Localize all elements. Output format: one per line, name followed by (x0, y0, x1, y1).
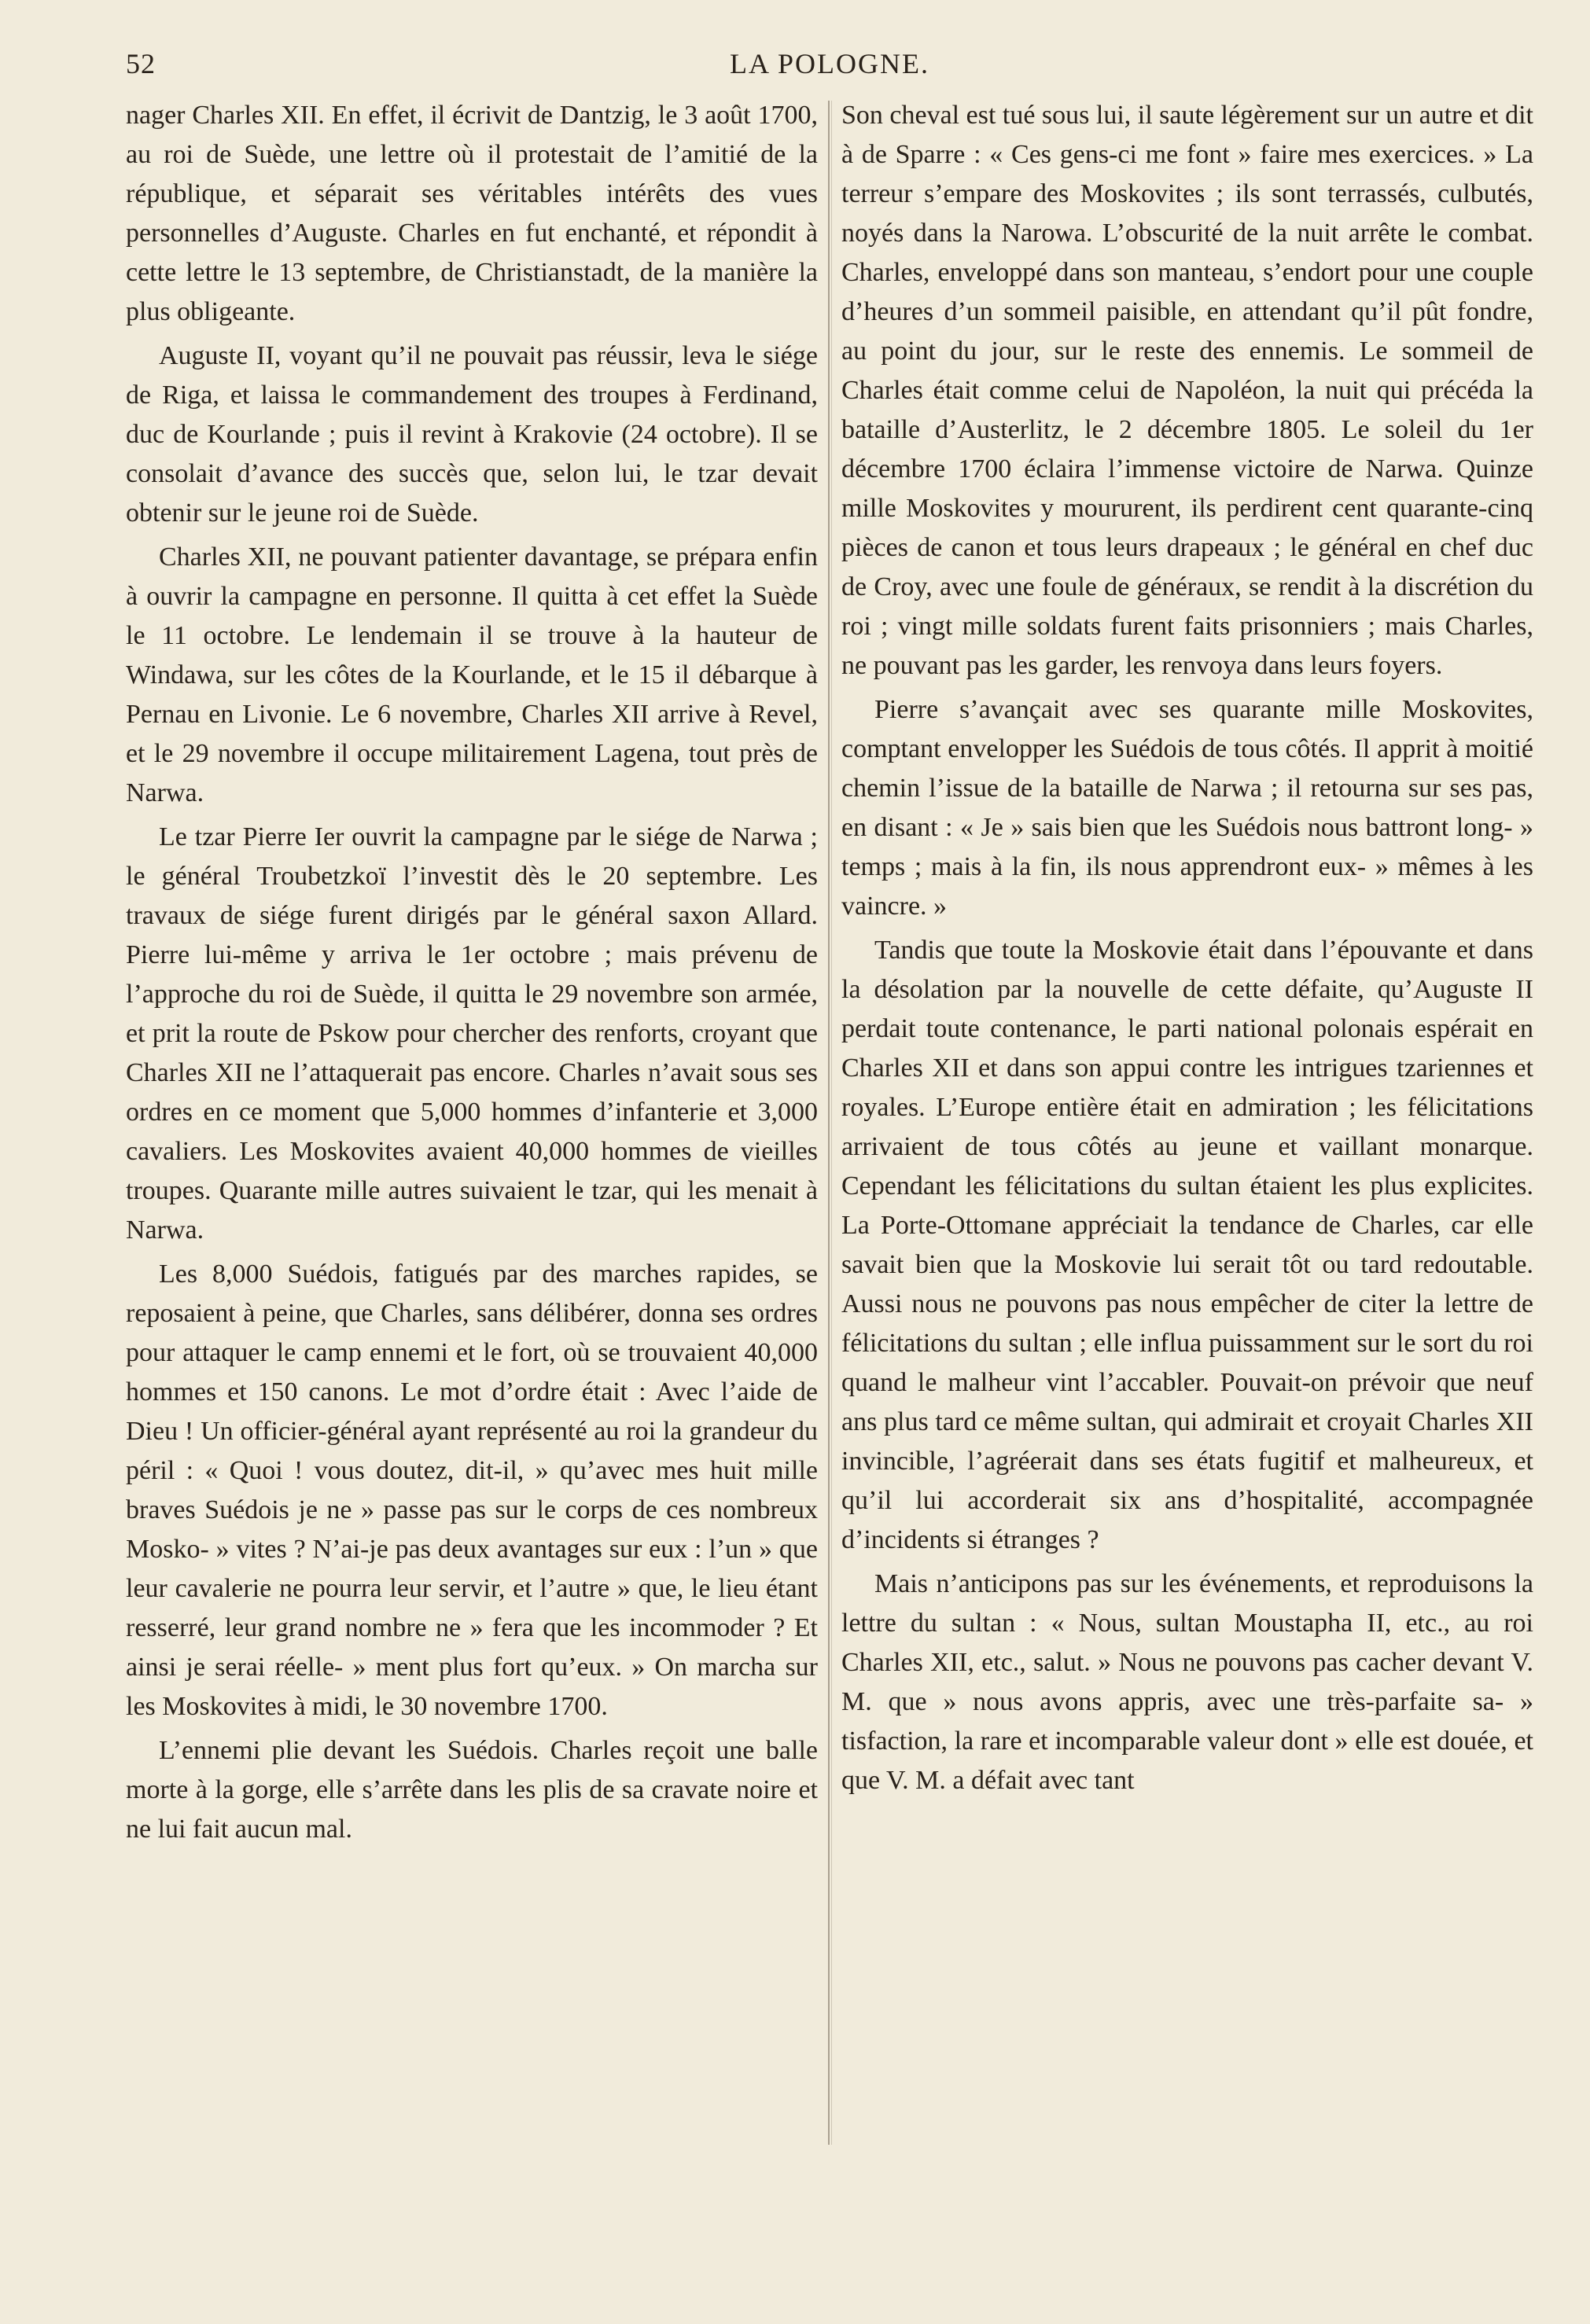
paragraph: L’ennemi plie devant les Suédois. Charles reçoit une balle morte à la gorge, elle s’arrête dans les plis de sa cravate noire et ne lui fait aucun mal. (126, 1736, 818, 1844)
paragraph: Les 8,000 Suédois, fatigués par des marches rapides, se reposaient à peine, que Charles, sans délibérer, donna ses ordres pour attaquer le camp ennemi et le fort, où se trouvaient 40,000 hommes et 150 canons. Le mot d’ordre était : Avec l’aide de Dieu ! Un officier-général ayant représenté au roi la grandeur du péril : « Quoi ! vous doutez, dit-il, » qu’avec mes huit mille braves Suédois je ne » passe pas sur le corps de ces nombreux Mosko- » vites ? N’ai-je pas deux avantages sur eux : l’un » que leur cavalerie ne pourra leur servir, et l’autre » que, le lieu étant resserré, leur grand nombre ne » fera que les incommoder ? Et ainsi je serai réelle- » ment plus fort qu’eux. » On marcha sur les Moskovites à midi, le 30 novembre 1700. (126, 1259, 818, 1721)
running-title: LA POLOGNE. (730, 48, 929, 79)
paragraph: Mais n’anticipons pas sur les événements, et reproduisons la lettre du sultan : « Nous, sultan Moustapha II, etc., au roi Charles XII, etc., salut. » Nous ne pouvons pas cacher devant V. M. que » nous avons appris, avec une très-parfaite sa- » tisfaction, la rare et incomparable valeur dont » elle est douée, et que V. M. a défait avec tant (841, 1569, 1533, 1795)
paragraph: Pierre s’avançait avec ses quarante mille Moskovites, comptant envelopper les Suédois de tous côtés. Il apprit à moitié chemin l’issue de la bataille de Narwa ; il retourna sur ses pas, en disant : « Je » sais bien que les Suédois nous battront long- » temps ; mais à la fin, ils nous apprendront eux- » mêmes à les vaincre. » (841, 695, 1533, 921)
paragraph: Auguste II, voyant qu’il ne pouvait pas réussir, leva le siége de Riga, et laissa le commandement des troupes à Ferdinand, duc de Kourlande ; puis il revint à Krakovie (24 octobre). Il se consolait d’avance des succès que, selon lui, le tzar devait obtenir sur le jeune roi de Suède. (126, 341, 818, 528)
paragraph: nager Charles XII. En effet, il écrivit de Dantzig, le 3 août 1700, au roi de Suède, une lettre où il protestait de l’amitié de la république, et séparait ses véritables intérêts des vues personnelles d’Auguste. Charles en fut enchanté, et répondit à cette lettre le 13 septembre, de Christianstadt, de la manière la plus obligeante. (126, 101, 818, 326)
paragraph: Charles XII, ne pouvant patienter davantage, se prépara enfin à ouvrir la campagne en personne. Il quitta à cet effet la Suède le 11 octobre. Le lendemain il se trouve à la hauteur de Windawa, sur les côtes de la Kourlande, et le 15 il débarque à Pernau en Livonie. Le 6 novembre, Charles XII arrive à Revel, et le 29 novembre il occupe militairement Lagena, tout près de Narwa. (126, 542, 818, 807)
paragraph: Son cheval est tué sous lui, il saute légèrement sur un autre et dit à de Sparre : « Ces gens-ci me font » faire mes exercices. » La terreur s’empare des Moskovites ; ils sont terrassés, culbutés, noyés dans la Narowa. L’obscurité de la nuit arrête le combat. Charles, enveloppé dans son manteau, s’endort pour une couple d’heures d’un sommeil paisible, en attendant qu’il pût fondre, au point du jour, sur le reste des ennemis. Le sommeil de Charles était comme celui de Napoléon, la nuit qui précéda la bataille d’Austerlitz, le 2 décembre 1805. Le soleil du 1er décembre 1700 éclaira l’immense victoire de Narwa. Quinze mille Moskovites y moururent, ils perdirent cent quarante-cinq pièces de canon et tous leurs drapeaux ; le général en chef duc de Croy, avec une foule de généraux, se rendit à la discrétion du roi ; vingt mille soldats furent faits prisonniers ; mais Charles, ne pouvant pas les garder, les renvoya dans leurs foyers. (841, 101, 1533, 680)
paragraph: Tandis que toute la Moskovie était dans l’épouvante et dans la désolation par la nouvelle de cette défaite, qu’Auguste II perdait toute contenance, le parti national polonais espérait en Charles XII et dans son appui contre les intrigues tzariennes et royales. L’Europe entière était en admiration ; les félicitations arrivaient de tous côtés au jeune et vaillant monarque. Cependant les félicitations du sultan étaient les plus explicites. La Porte-Ottomane appréciait la tendance de Charles, car elle savait bien que la Moskovie lui serait tôt ou tard redoutable. Aussi nous ne pouvons pas nous empêcher de citer la lettre de félicitations du sultan ; elle influa puissamment sur le sort du roi quand le malheur vint l’accabler. Pouvait-on prévoir que neuf ans plus tard ce même sultan, qui admirait et croyait Charles XII invincible, l’agréerait dans ses états fugitif et malheureux, et qu’il lui accorderait six ans d’hospitalité, accompagnée d’incidents si étranges ? (841, 936, 1533, 1554)
page-number: 52 (126, 48, 156, 79)
column-divider-shadow (831, 101, 832, 2145)
paragraph: Le tzar Pierre Ier ouvrit la campagne par le siége de Narwa ; le général Troubetzkoï l’investit dès le 20 septembre. Les travaux de siége furent dirigés par le général saxon Allard. Pierre lui-même y arriva le 1er octobre ; mais prévenu de l’approche du roi de Suède, il quitta le 29 novembre son armée, et prit la route de Pskow pour chercher des renforts, croyant que Charles XII ne l’attaquerait pas encore. Charles n’avait sous ses ordres en ce moment que 5,000 hommes d’infanterie et 3,000 cavaliers. Les Moskovites avaient 40,000 hommes de vieilles troupes. Quarante mille autres suivaient le tzar, qui les menait à Narwa. (126, 822, 818, 1245)
right-column (841, 96, 1533, 1805)
page-header (126, 47, 1533, 86)
left-column (126, 96, 818, 1854)
column-divider (828, 101, 830, 2145)
